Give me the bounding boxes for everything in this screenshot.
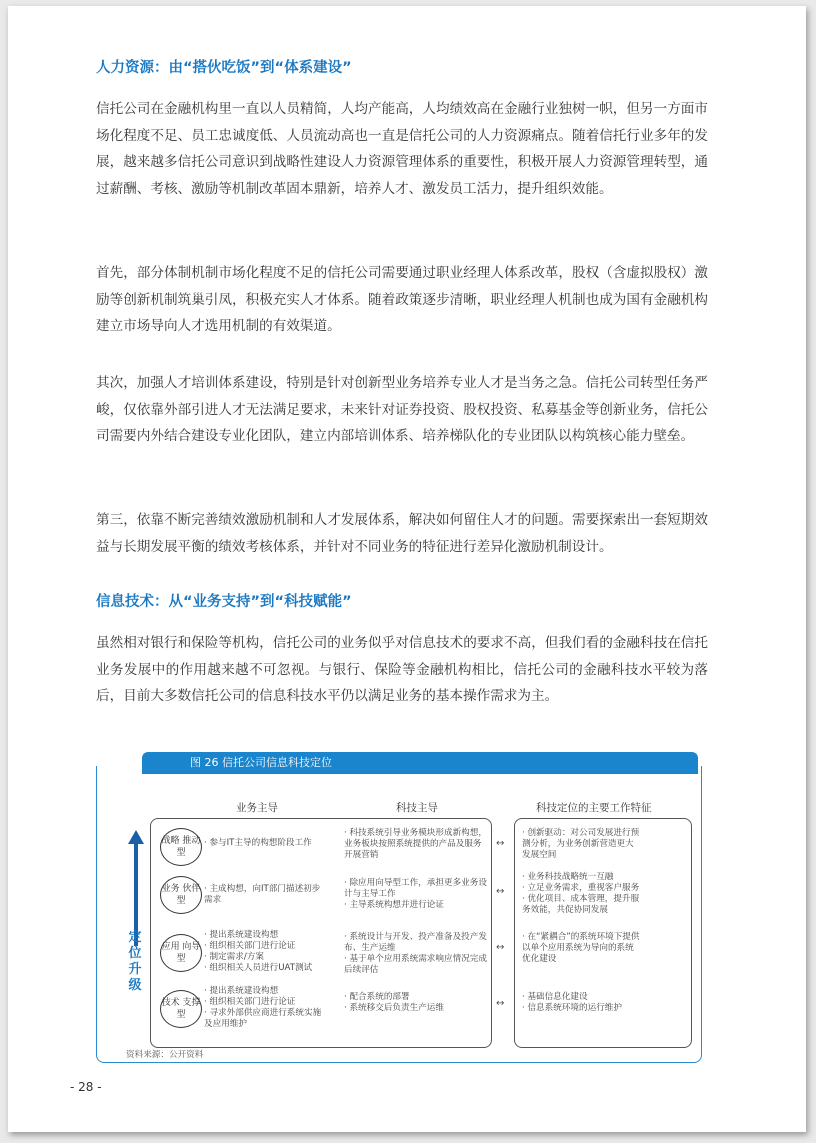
column-header-tech: 科技主导 — [396, 802, 438, 814]
feature-cell: · 在“紧耦合”的系统环境下提供 以单个应用系统为导向的系统 优化建设 — [522, 932, 640, 964]
double-arrow-icon: ↔ — [496, 838, 505, 849]
figure-source: 资料来源：公开资料 — [126, 1050, 204, 1060]
role-circle-support: 技术 支撑型 — [160, 990, 202, 1028]
business-cell: · 参与IT主导的构想阶段工作 — [204, 838, 312, 848]
role-circle-strategic: 战略 推动型 — [160, 828, 202, 866]
tech-cell: · 科技系统引导业务模块形成新构想， 业务板块按照系统提供的产品及服务 开展营销 — [344, 828, 487, 860]
double-arrow-icon: ↔ — [496, 942, 505, 953]
figure-title: 图 26 信托公司信息科技定位 — [142, 752, 698, 774]
paragraph-hr-intro: 信托公司在金融机构里一直以人员精简，人均产能高，人均绩效高在金融行业独树一帜，但另一方面市场化程度不足、员工忠诚度低、人员流动高也一直是信托公司的人力资源痛点。随着信托行业多年的发展，越来越多信托公司意识到战略性建设人力资源管理体系的重要性，积极开展人力资源管理转型，通过薪酬、考核、激励等机制改革固本鼎新，培养人才、激发员工活力，提升组织效能。 — [96, 101, 708, 197]
page-number: - 28 - — [70, 1080, 102, 1094]
business-cell: · 主成构想，向IT部门描述初步 需求 — [204, 884, 321, 905]
feature-cell: · 基础信息化建设 · 信息系统环境的运行维护 — [522, 992, 622, 1013]
paragraph-hr-first: 首先，部分体制机制市场化程度不足的信托公司需要通过职业经理人体系改革，股权（含虚拟股权）激励等创新机制筑巢引凤，积极充实人才体系。随着政策逐步清晰，职业经理人机制也成为国有金融机构建立市场导向人才选用机制的有效渠道。 — [96, 265, 708, 334]
tech-cell: · 除应用向导型工作，承担更多业务设 计与主导工作 · 主导系统构想并进行论证 — [344, 878, 487, 910]
paragraph-hr-second: 其次，加强人才培训体系建设，特别是针对创新型业务培养专业人才是当务之急。信托公司转型任务严峻，仅依靠外部引进人才无法满足要求，未来针对证券投资、股权投资、私募基金等创新业务，信托公司需要内外结合建设专业化团队，建立内部培训体系、培养梯队化的专业团队以构筑核心能力壁垒。 — [96, 375, 708, 444]
feature-cell: · 创新驱动：对公司发展进行预 测分析，为业务创新营造更大 发展空间 — [522, 828, 640, 860]
vertical-label: 定位升级 — [128, 930, 142, 993]
business-cell: · 提出系统建设构想 · 组织相关部门进行论证 · 制定需求/方案 · 组织相关人员进行UAT测试 — [204, 930, 313, 973]
business-cell: · 提出系统建设构想 · 组织相关部门进行论证 · 寻求外部供应商进行系统实施 及应用维护 — [204, 986, 322, 1029]
paragraph-it-intro: 虽然相对银行和保险等机构，信托公司的业务似乎对信息技术的要求不高，但我们看的金融科技在信托业务发展中的作用越来越不可忽视。与银行、保险等金融机构相比，信托公司的金融科技水平较为落后，目前大多数信托公司的信息科技水平仍以满足业务的基本操作需求为主。 — [96, 635, 708, 704]
figure-it-positioning — [96, 752, 704, 1064]
double-arrow-icon: ↔ — [496, 886, 505, 897]
double-arrow-icon: ↔ — [496, 998, 505, 1009]
column-header-features: 科技定位的主要工作特征 — [536, 802, 652, 814]
column-header-business: 业务主导 — [236, 802, 278, 814]
section-heading-hr: 人力资源：由“搭伙吃饭”到“体系建设” — [96, 60, 352, 76]
tech-cell: · 配合系统的部署 · 系统移交后负责生产运维 — [344, 992, 444, 1013]
feature-cell: · 业务科技战略统一互融 · 立足业务需求，重视客户服务 · 优化项目、成本管理，提升服 务效能，共促协同发展 — [522, 872, 640, 915]
section-heading-it: 信息技术：从“业务支持”到“科技赋能” — [96, 594, 352, 610]
role-circle-application: 应用 向导型 — [160, 934, 202, 972]
tech-cell: · 系统设计与开发、投产准备及投产发 布、生产运维 · 基于单个应用系统需求响应情况完成 后续评估 — [344, 932, 487, 975]
paragraph-hr-third: 第三，依靠不断完善绩效激励机制和人才发展体系，解决如何留住人才的问题。需要探索出一套短期效益与长期发展平衡的绩效考核体系，并针对不同业务的特征进行差异化激励机制设计。 — [96, 512, 708, 555]
role-circle-partner: 业务 伙伴型 — [160, 876, 202, 914]
